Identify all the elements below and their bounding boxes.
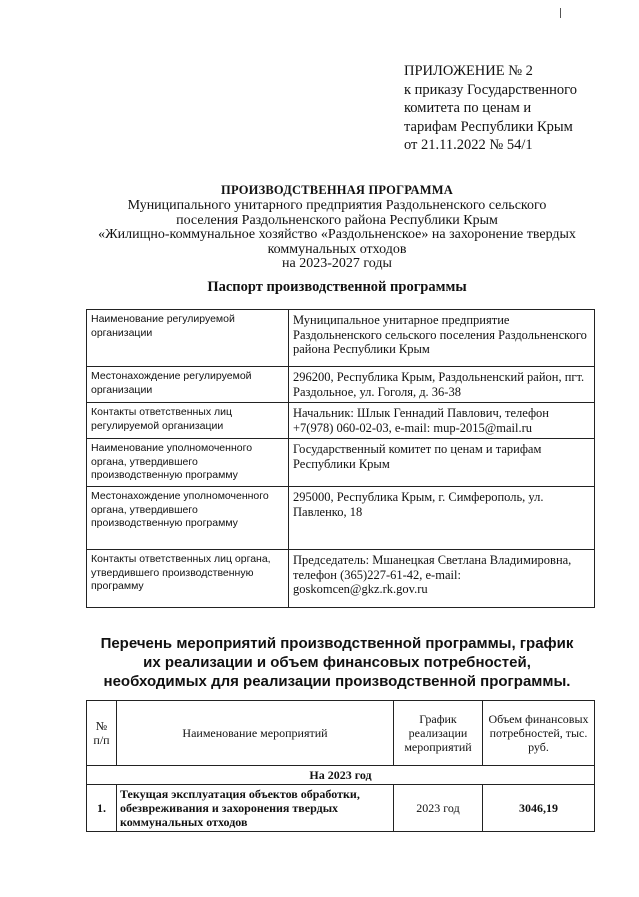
column-header-schedule: График реализации мероприятий — [394, 701, 483, 766]
event-num: 1. — [87, 785, 117, 832]
passport-label: Наименование уполномоченного органа, утвердившего производственную программу — [87, 439, 289, 487]
appendix-line: комитета по ценам и — [404, 100, 532, 116]
table-row — [87, 550, 595, 608]
program-subtitle-line: «Жилищно-коммунальное хозяйство «Раздольненское» на захоронение твердых — [98, 227, 576, 242]
events-title: Перечень мероприятий производственной программы, график их реализации и объем финансовых потребностей, необходимых для реализации производственной программы. — [100, 635, 574, 690]
table-row — [87, 310, 595, 367]
event-volume: 3046,19 — [483, 785, 595, 832]
passport-label: Местонахождение уполномоченного органа, утвердившего производственную программу — [87, 487, 289, 550]
table-row — [87, 439, 595, 487]
page-edge-mark — [560, 8, 561, 18]
passport-label: Наименование регулируемой организации — [87, 310, 289, 367]
appendix-line: от 21.11.2022 № 54/1 — [404, 137, 533, 153]
event-name: Текущая эксплуатация объектов обработки, обезвреживания и захоронения твердых коммунальных отходов — [117, 785, 394, 832]
passport-value: Муниципальное унитарное предприятие Раздольненского сельского поселения Раздольненского района Республики Крым — [289, 310, 595, 367]
program-title: ПРОИЗВОДСТВЕННАЯ ПРОГРАММА — [221, 183, 453, 197]
table-row — [87, 403, 595, 439]
program-subtitle-line: поселения Раздольненского района Республики Крым — [176, 212, 498, 228]
year-label: На 2023 год — [87, 766, 595, 785]
passport-value: Начальник: Шлык Геннадий Павлович, телефон +7(978) 060-02-03, e-mail: mup-2015@mail.ru — [289, 403, 595, 439]
event-schedule: 2023 год — [394, 785, 483, 832]
column-header-volume: Объем финансовых потребностей, тыс. руб. — [483, 701, 595, 766]
passport-value: 296200, Республика Крым, Раздольненский район, пгт. Раздольное, ул. Гоголя, д. 36-38 — [289, 367, 595, 403]
column-header-name: Наименование мероприятий — [117, 701, 394, 766]
year-row — [87, 766, 595, 785]
events-table — [86, 700, 595, 832]
appendix-line: к приказу Государственного — [404, 81, 577, 98]
appendix-header — [404, 62, 629, 155]
passport-value: 295000, Республика Крым, г. Симферополь, ул. Павленко, 18 — [289, 487, 595, 550]
column-header-num: № п/п — [87, 701, 117, 766]
passport-value: Государственный комитет по ценам и тарифам Республики Крым — [289, 439, 595, 487]
table-row — [87, 785, 595, 832]
passport-table — [86, 309, 595, 608]
table-header-row — [87, 701, 595, 766]
program-subtitle-line: коммунальных отходов — [267, 241, 407, 257]
passport-title: Паспорт производственной программы — [207, 279, 467, 295]
passport-label: Контакты ответственных лиц регулируемой организации — [87, 403, 289, 439]
program-subtitle — [70, 199, 604, 272]
table-row — [87, 367, 595, 403]
appendix-line: ПРИЛОЖЕНИЕ № 2 — [404, 63, 533, 79]
table-row — [87, 487, 595, 550]
passport-label: Контакты ответственных лиц органа, утвердившего производственную программу — [87, 550, 289, 608]
appendix-line: тарифам Республики Крым — [404, 118, 573, 135]
passport-label: Местонахождение регулируемой организации — [87, 367, 289, 403]
program-subtitle-line: на 2023-2027 годы — [282, 256, 392, 271]
program-subtitle-line: Муниципального унитарного предприятия Раздольненского сельского — [127, 198, 547, 213]
passport-value: Председатель: Мшанецкая Светлана Владимировна, телефон (365)227-61-42, e-mail: goskomcen@gkz.rk.gov.ru — [289, 550, 595, 608]
